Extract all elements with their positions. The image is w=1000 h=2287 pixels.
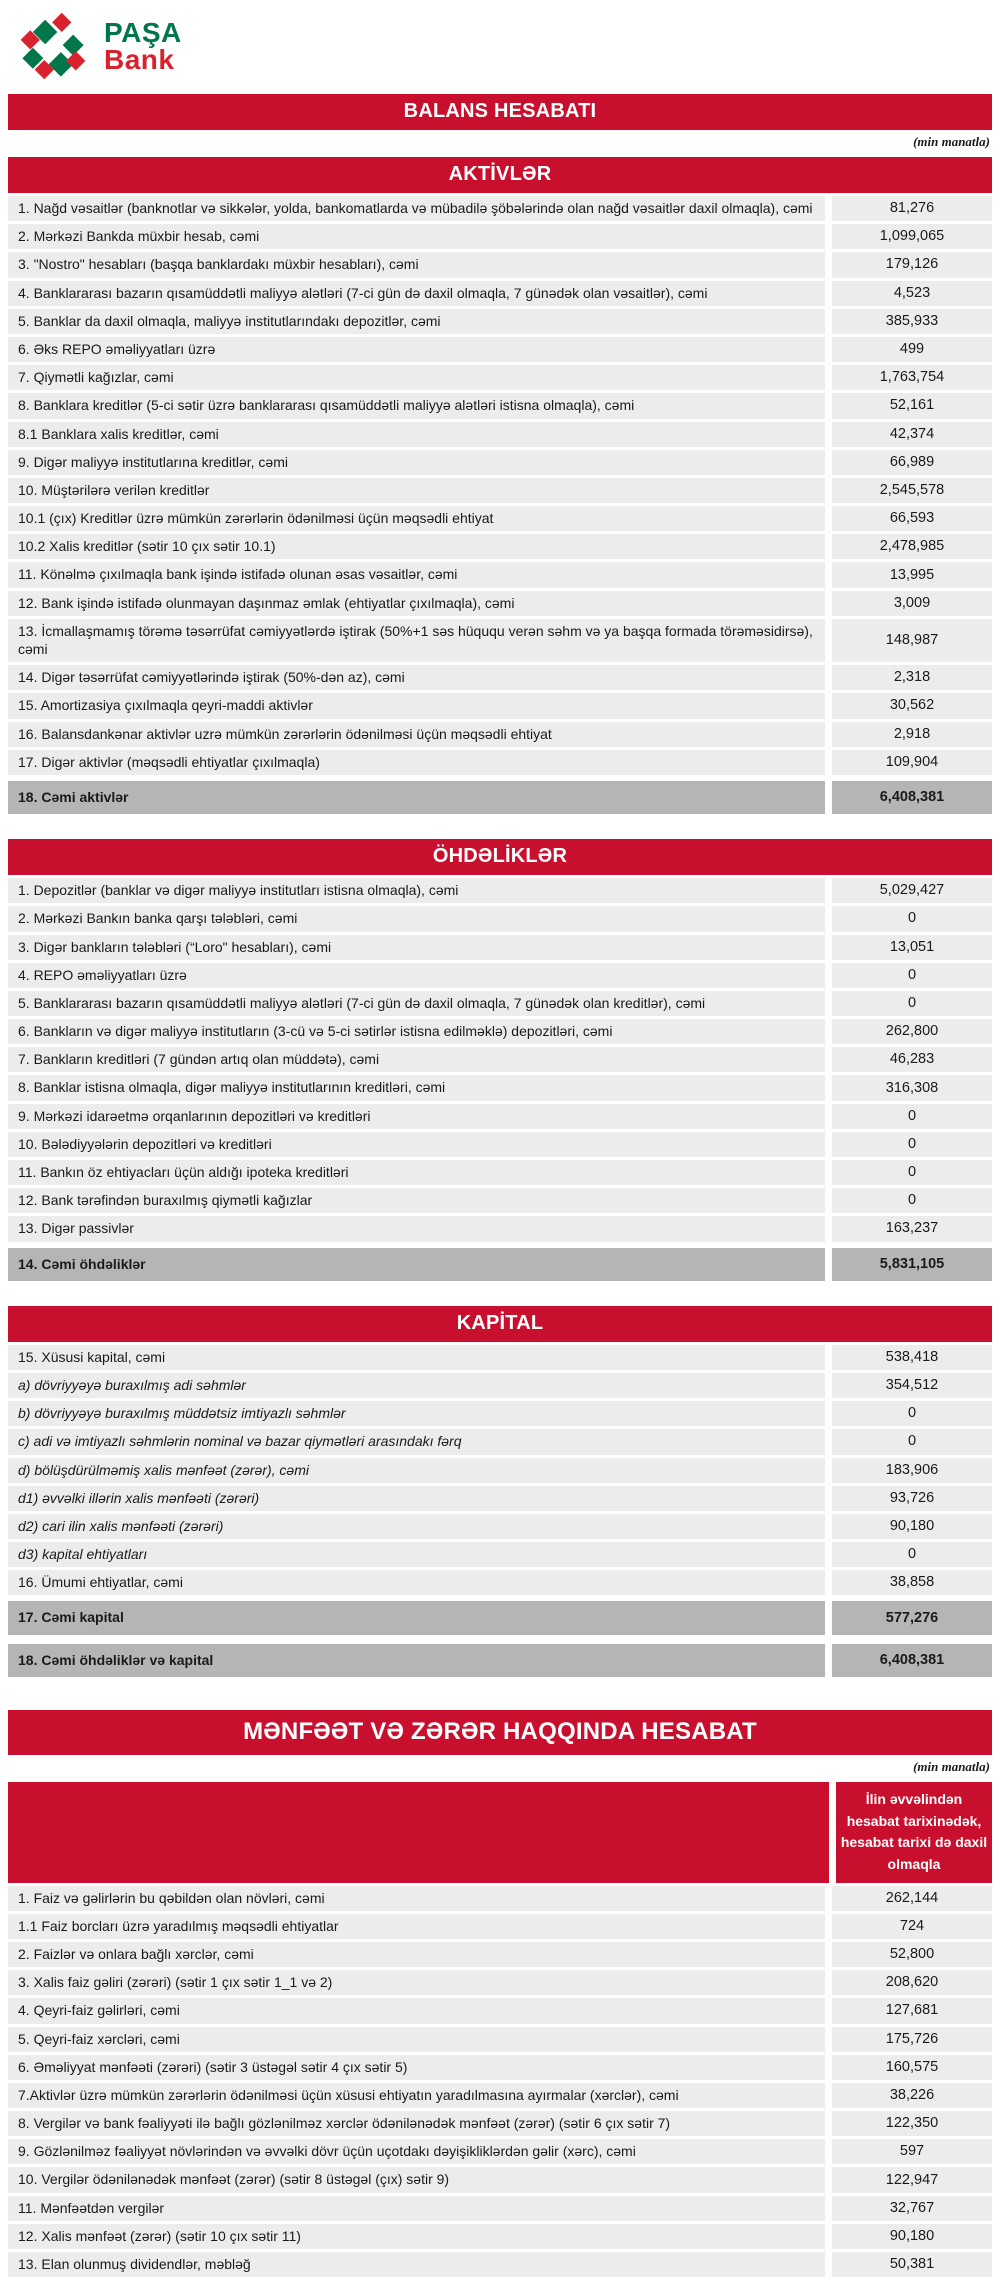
table-row [8, 393, 992, 418]
row-value: 354,512 [832, 1373, 992, 1398]
row-label: 1. Nağd vəsaitlər (banknotlar və sikkələr, yolda, bankomatlarda və mübadilə şöbələrində olan nağd vəsaitlər daxil olmaqla), cəmi [8, 196, 825, 221]
table-row [8, 2111, 992, 2136]
row-value: 122,947 [832, 2167, 992, 2192]
table-row [8, 1401, 992, 1426]
row-label: 10. Müştərilərə verilən kreditlər [8, 478, 825, 503]
table-row [8, 1104, 992, 1129]
pl-period-column-header: İlin əvvəlindən hesabat tarixinədək, hesabat tarixi də daxil olmaqla [836, 1782, 992, 1883]
row-label: 11. Mənfəətdən vergilər [8, 2196, 825, 2221]
table-row [8, 991, 992, 1016]
row-label: 4. Qeyri-faiz gəlirləri, cəmi [8, 1998, 825, 2023]
capital-table [8, 1342, 992, 1680]
row-label: 11. Bankın öz ehtiyacları üçün aldığı ipoteka kreditləri [8, 1160, 825, 1185]
row-value: 38,226 [832, 2083, 992, 2108]
table-row [8, 963, 992, 988]
table-row [8, 2252, 992, 2277]
row-value: 38,858 [832, 1570, 992, 1595]
row-value: 0 [832, 991, 992, 1016]
table-row [8, 1998, 992, 2023]
row-label: 7. Qiymətli kağızlar, cəmi [8, 365, 825, 390]
row-value: 0 [832, 1542, 992, 1567]
table-row [8, 1132, 992, 1157]
row-value: 93,726 [832, 1486, 992, 1511]
row-label: 13. İcmallaşmamış törəmə təsərrüfat cəmiyyətlərdə iştirak (50%+1 səs hüququ verən səhm və ya başqa formada törəməsidirsə), cəmi [8, 619, 825, 662]
row-label: d1) əvvəlki illərin xalis mənfəəti (zərəri) [8, 1486, 825, 1511]
row-label: 7.Aktivlər üzrə mümkün zərərlərin ödənilməsi üçün xüsusi ehtiyatın yaradılmasına ayırmalar (xərclər), cəmi [8, 2083, 825, 2108]
income-statement-title: MƏNFƏƏT VƏ ZƏRƏR HAQQINDA HESABAT [8, 1710, 992, 1755]
row-value: 5,029,427 [832, 878, 992, 903]
row-label: c) adi və imtiyazlı səhmlərin nominal və bazar qiymətləri arasındakı fərq [8, 1429, 825, 1454]
table-row [8, 1486, 992, 1511]
row-label: 17. Cəmi kapital [8, 1601, 825, 1634]
table-row [8, 534, 992, 559]
row-label: 18. Cəmi aktivlər [8, 781, 825, 814]
table-row [8, 1542, 992, 1567]
row-value: 13,051 [832, 935, 992, 960]
table-row [8, 906, 992, 931]
table-row [8, 1886, 992, 1911]
row-value: 32,767 [832, 2196, 992, 2221]
row-value: 52,800 [832, 1942, 992, 1967]
row-label: 12. Xalis mənfəət (zərər) (sətir 10 çıx sətir 11) [8, 2224, 825, 2249]
row-label: 11. Könəlmə çıxılmaqla bank işində istifadə olunan əsas vəsaitlər, cəmi [8, 562, 825, 587]
table-row [8, 1047, 992, 1072]
row-label: 1.1 Faiz borcları üzrə yaradılmış məqsədli ehtiyatlar [8, 1914, 825, 1939]
assets-table [8, 193, 992, 817]
row-value: 66,989 [832, 450, 992, 475]
row-value: 499 [832, 337, 992, 362]
row-value: 148,987 [832, 619, 992, 662]
row-label: 15. Amortizasiya çıxılmaqla qeyri-maddi aktivlər [8, 693, 825, 718]
row-value: 262,800 [832, 1019, 992, 1044]
row-label: 9. Digər maliyyə institutlarına kreditlər, cəmi [8, 450, 825, 475]
table-row [8, 781, 992, 814]
row-value: 2,545,578 [832, 478, 992, 503]
row-value: 175,726 [832, 2027, 992, 2052]
table-row [8, 878, 992, 903]
table-row [8, 2055, 992, 2080]
row-value: 127,681 [832, 1998, 992, 2023]
table-row [8, 1970, 992, 1995]
row-value: 13,995 [832, 562, 992, 587]
unit-note-income: (min manatla) [913, 1758, 990, 1774]
row-label: 5. Qeyri-faiz xərcləri, cəmi [8, 2027, 825, 2052]
table-row [8, 506, 992, 531]
row-value: 90,180 [832, 2224, 992, 2249]
row-value: 90,180 [832, 1514, 992, 1539]
row-label: 13. Elan olunmuş dividendlər, məbləğ [8, 2252, 825, 2277]
row-value: 1,099,065 [832, 224, 992, 249]
row-value: 2,318 [832, 665, 992, 690]
row-value: 538,418 [832, 1345, 992, 1370]
row-value: 42,374 [832, 422, 992, 447]
table-row [8, 591, 992, 616]
bank-wordmark [104, 16, 182, 75]
row-value: 50,381 [832, 2252, 992, 2277]
row-value: 724 [832, 1914, 992, 1939]
table-row [8, 478, 992, 503]
row-value: 0 [832, 1160, 992, 1185]
liabilities-table [8, 875, 992, 1284]
row-value: 163,237 [832, 1216, 992, 1241]
table-row [8, 337, 992, 362]
table-row [8, 2027, 992, 2052]
row-label: 10.1 (çıx) Kreditlər üzrə mümkün zərərlərin ödənilməsi üçün məqsədli ehtiyat [8, 506, 825, 531]
row-label: 8.1 Banklara xalis kreditlər, cəmi [8, 422, 825, 447]
row-label: a) dövriyyəyə buraxılmış adi səhmlər [8, 1373, 825, 1398]
table-row [8, 2196, 992, 2221]
table-row [8, 1188, 992, 1213]
table-row [8, 365, 992, 390]
row-value: 1,763,754 [832, 365, 992, 390]
table-row [8, 1248, 992, 1281]
row-label: d) bölüşdürülməmiş xalis mənfəət (zərər), cəmi [8, 1458, 825, 1483]
section-header-kapital: KAPİTAL [8, 1306, 992, 1342]
row-value: 2,918 [832, 722, 992, 747]
row-value: 52,161 [832, 393, 992, 418]
row-label: 2. Mərkəzi Bankda müxbir hesab, cəmi [8, 224, 825, 249]
row-label: 5. Banklar da daxil olmaqla, maliyyə institutlarındakı depozitlər, cəmi [8, 309, 825, 334]
table-row [8, 2224, 992, 2249]
row-label: 14. Digər təsərrüfat cəmiyyətlərində iştirak (50%-dən az), cəmi [8, 665, 825, 690]
row-value: 0 [832, 1188, 992, 1213]
row-value: 30,562 [832, 693, 992, 718]
row-value: 577,276 [832, 1601, 992, 1634]
row-value: 0 [832, 963, 992, 988]
row-value: 0 [832, 1132, 992, 1157]
table-row [8, 665, 992, 690]
table-row [8, 1601, 992, 1634]
row-label: 10. Bələdiyyələrin depozitləri və kreditləri [8, 1132, 825, 1157]
row-value: 0 [832, 1104, 992, 1129]
row-label: 5. Banklararası bazarın qısamüddətli maliyyə alətləri (7-ci gün də daxil olmaqla, 7 günədək olan kreditlər), cəmi [8, 991, 825, 1016]
table-row [8, 1942, 992, 1967]
section-header-aktivler: AKTİVLƏR [8, 157, 992, 193]
pasha-bank-pinwheel-icon [18, 11, 88, 81]
row-value: 46,283 [832, 1047, 992, 1072]
table-row [8, 2083, 992, 2108]
table-row [8, 2139, 992, 2164]
row-label: 15. Xüsusi kapital, cəmi [8, 1345, 825, 1370]
table-row [8, 309, 992, 334]
row-value: 66,593 [832, 506, 992, 531]
report-page [8, 0, 992, 2287]
row-value: 0 [832, 1401, 992, 1426]
pl-header-spacer [8, 1782, 829, 1883]
row-label: 8. Vergilər və bank fəaliyyəti ilə bağlı gözlənilməz xərclər ödənilənədək mənfəət (zərər) (sətir 6 çıx sətir 7) [8, 2111, 825, 2136]
table-row [8, 722, 992, 747]
income-statement-table [8, 1883, 992, 2278]
row-label: 8. Banklar istisna olmaqla, digər maliyyə institutlarının kreditləri, cəmi [8, 1075, 825, 1100]
row-label: 16. Ümumi ehtiyatlar, cəmi [8, 1570, 825, 1595]
table-row [8, 1160, 992, 1185]
unit-note-balance: (min manatla) [913, 134, 990, 149]
row-value: 0 [832, 906, 992, 931]
table-row [8, 1216, 992, 1241]
table-row [8, 693, 992, 718]
row-value: 208,620 [832, 1970, 992, 1995]
row-value: 385,933 [832, 309, 992, 334]
row-label: 6. Bankların və digər maliyyə institutların (3-cü və 5-ci sətirlər istisna edilməklə) depozitləri, cəmi [8, 1019, 825, 1044]
row-value: 81,276 [832, 196, 992, 221]
row-label: 14. Cəmi öhdəliklər [8, 1248, 825, 1281]
row-label: d3) kapital ehtiyatları [8, 1542, 825, 1567]
row-value: 6,408,381 [832, 781, 992, 814]
row-label: 7. Bankların kreditləri (7 gündən artıq olan müddətə), cəmi [8, 1047, 825, 1072]
row-label: 10. Vergilər ödənilənədək mənfəət (zərər) (sətir 8 üstəgəl (çıx) sətir 9) [8, 2167, 825, 2192]
row-value: 597 [832, 2139, 992, 2164]
row-label: 10.2 Xalis kreditlər (sətir 10 çıx sətir 10.1) [8, 534, 825, 559]
table-row [8, 224, 992, 249]
row-label: 17. Digər aktivlər (məqsədli ehtiyatlar çıxılmaqla) [8, 750, 825, 775]
table-row [8, 2167, 992, 2192]
table-row [8, 1429, 992, 1454]
row-value: 6,408,381 [832, 1644, 992, 1677]
row-label: 13. Digər passivlər [8, 1216, 825, 1241]
row-value: 179,126 [832, 252, 992, 277]
table-row [8, 1514, 992, 1539]
table-row [8, 1373, 992, 1398]
row-value: 183,906 [832, 1458, 992, 1483]
row-label: 4. REPO əməliyyatları üzrə [8, 963, 825, 988]
row-label: 12. Bank tərəfindən buraxılmış qiymətli kağızlar [8, 1188, 825, 1213]
row-label: 3. "Nostro" hesabları (başqa banklardakı müxbir hesabları), cəmi [8, 252, 825, 277]
row-label: 6. Əks REPO əməliyyatları üzrə [8, 337, 825, 362]
table-row [8, 619, 992, 662]
row-value: 122,350 [832, 2111, 992, 2136]
balance-sheet-title: BALANS HESABATI [8, 94, 992, 130]
row-label: 9. Gözlənilməz fəaliyyət növlərindən və əvvəlki dövr üçün uçotdakı dəyişikliklərdən gəlir (xərc), cəmi [8, 2139, 825, 2164]
table-row [8, 1570, 992, 1595]
brand-name-bottom: Bank [104, 44, 175, 75]
table-row [8, 1345, 992, 1370]
row-value: 160,575 [832, 2055, 992, 2080]
table-row [8, 562, 992, 587]
row-label: 2. Mərkəzi Bankın banka qarşı tələbləri, cəmi [8, 906, 825, 931]
row-value: 316,308 [832, 1075, 992, 1100]
table-row [8, 422, 992, 447]
row-label: 8. Banklara kreditlər (5-ci sətir üzrə banklararası qısamüddətli maliyyə alətləri istisna olmaqla), cəmi [8, 393, 825, 418]
table-row [8, 450, 992, 475]
table-row [8, 281, 992, 306]
table-row [8, 935, 992, 960]
table-row [8, 750, 992, 775]
row-label: b) dövriyyəyə buraxılmış müddətsiz imtiyazlı səhmlər [8, 1401, 825, 1426]
bank-logo [8, 0, 992, 94]
table-row [8, 196, 992, 221]
table-row [8, 1458, 992, 1483]
row-value: 262,144 [832, 1886, 992, 1911]
row-value: 5,831,105 [832, 1248, 992, 1281]
row-label: 9. Mərkəzi idarəetmə orqanlarının depozitləri və kreditləri [8, 1104, 825, 1129]
table-row [8, 1019, 992, 1044]
row-label: 3. Xalis faiz gəliri (zərəri) (sətir 1 çıx sətir 1_1 və 2) [8, 1970, 825, 1995]
row-label: 6. Əməliyyat mənfəəti (zərəri) (sətir 3 üstəgəl sətir 4 çıx sətir 5) [8, 2055, 825, 2080]
table-row [8, 1075, 992, 1100]
row-label: 18. Cəmi öhdəliklər və kapital [8, 1644, 825, 1677]
section-header-ohdelikler: ÖHDƏLİKLƏR [8, 839, 992, 875]
brand-name-top: PAŞA [104, 16, 182, 48]
row-label: 2. Faizlər və onlara bağlı xərclər, cəmi [8, 1942, 825, 1967]
table-row [8, 1644, 992, 1677]
income-statement-column-header-row [8, 1782, 992, 1883]
row-label: 12. Bank işində istifadə olunmayan daşınmaz əmlak (ehtiyatlar çıxılmaqla), cəmi [8, 591, 825, 616]
row-label: 1. Depozitlər (banklar və digər maliyyə institutları istisna olmaqla), cəmi [8, 878, 825, 903]
row-label: 16. Balansdankənar aktivlər uzrə mümkün zərərlərin ödənilməsi üçün məqsədli ehtiyat [8, 722, 825, 747]
table-row [8, 1914, 992, 1939]
row-label: 4. Banklararası bazarın qısamüddətli maliyyə alətləri (7-ci gün də daxil olmaqla, 7 günədək olan vəsaitlər), cəmi [8, 281, 825, 306]
table-row [8, 252, 992, 277]
row-label: 3. Digər bankların tələbləri (“Loro" hesabları), cəmi [8, 935, 825, 960]
row-value: 0 [832, 1429, 992, 1454]
row-label: d2) cari ilin xalis mənfəəti (zərəri) [8, 1514, 825, 1539]
row-value: 3,009 [832, 591, 992, 616]
row-value: 4,523 [832, 281, 992, 306]
row-value: 2,478,985 [832, 534, 992, 559]
row-label: 1. Faiz və gəlirlərin bu qəbildən olan növləri, cəmi [8, 1886, 825, 1911]
row-value: 109,904 [832, 750, 992, 775]
